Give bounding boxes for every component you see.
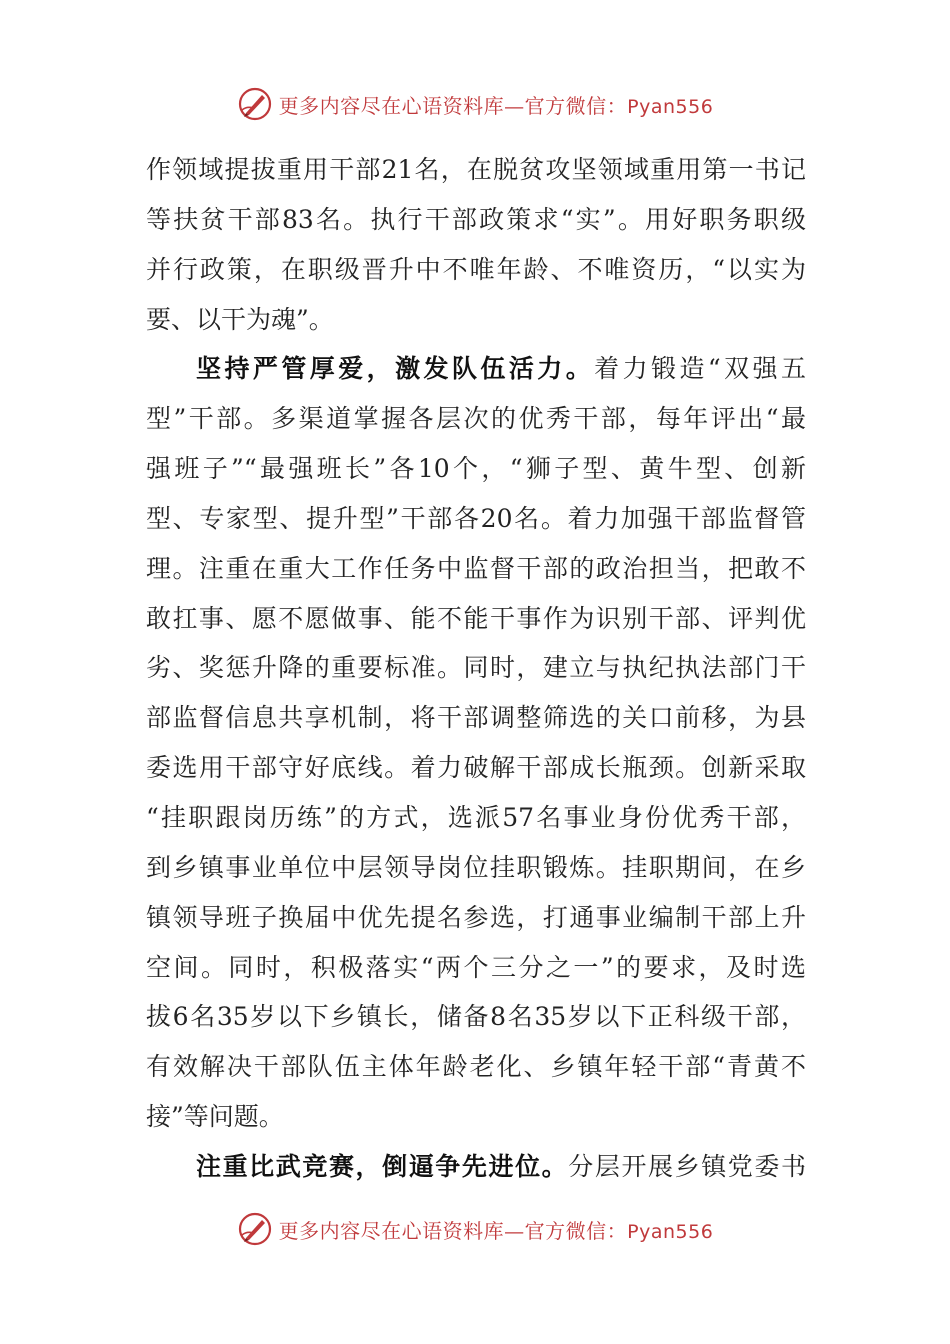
paragraph-start-line xyxy=(146,1142,806,1192)
text-line: 镇领导班子换届中优先提名参选，打通事业编制干部上升 xyxy=(146,902,806,932)
text-line: “挂职跟岗历练”的方式，选派57名事业身份优秀干部， xyxy=(146,802,806,832)
page-body-text xyxy=(146,145,806,1192)
text-line: 等扶贫干部83名。执行干部政策求“实”。用好职务职级 xyxy=(146,204,806,234)
watermark-text: 更多内容尽在心语资料库—官方微信： xyxy=(278,93,628,118)
watermark-wechat-id: Pyan556 xyxy=(627,95,714,118)
watermark-text: 更多内容尽在心语资料库—官方微信： xyxy=(278,1218,628,1243)
text-line: 要、以干为魂”。 xyxy=(146,304,334,334)
text-line: 接”等问题。 xyxy=(146,1102,284,1132)
bottom-watermark-banner xyxy=(0,1209,950,1249)
pen-circle-logo-icon xyxy=(237,1211,273,1247)
text-line: 型、专家型、提升型”干部各20名。着力加强干部监督管 xyxy=(146,503,806,533)
text-line: 部监督信息共享机制，将干部调整筛选的关口前移，为县 xyxy=(146,703,806,733)
text-line: 理。注重在重大工作任务中监督干部的政治担当，把敢不 xyxy=(146,553,806,583)
text-line: 劣、奖惩升降的重要标准。同时，建立与执纪执法部门干 xyxy=(146,653,806,683)
text-line: 委选用干部守好底线。着力破解干部成长瓶颈。创新采取 xyxy=(146,753,806,783)
pen-circle-logo-icon xyxy=(237,86,273,122)
text-line: 有效解决干部队伍主体年龄老化、乡镇年轻干部“青黄不 xyxy=(146,1052,806,1082)
paragraph-heading: 注重比武竞赛，倒逼争先进位。 xyxy=(196,1151,569,1181)
watermark-wechat-id: Pyan556 xyxy=(627,1220,714,1243)
text-line: 到乡镇事业单位中层领导岗位挂职锻炼。挂职期间，在乡 xyxy=(146,852,806,882)
text-line: 空间。同时，积极落实“两个三分之一”的要求，及时选 xyxy=(146,952,806,982)
text-line: 敢扛事、愿不愿做事、能不能干事作为识别干部、评判优 xyxy=(146,603,806,633)
text-line: 强班子”“最强班长”各10个，“狮子型、黄牛型、创新 xyxy=(146,454,806,484)
text-span: 着力锻造“双强五 xyxy=(594,354,806,384)
paragraph-heading: 坚持严管厚爱，激发队伍活力。 xyxy=(196,354,595,384)
text-line: 拔6名35岁以下乡镇长，储备8名35岁以下正科级干部， xyxy=(146,1002,806,1032)
top-watermark-banner xyxy=(0,84,950,124)
text-line: 型”干部。多渠道掌握各层次的优秀干部，每年评出“最 xyxy=(146,404,806,434)
text-span: 分层开展乡镇党委书 xyxy=(568,1151,806,1181)
text-line: 并行政策，在职级晋升中不唯年龄、不唯资历，“以实为 xyxy=(146,254,806,284)
text-line: 作领域提拔重用干部21名，在脱贫攻坚领域重用第一书记 xyxy=(146,155,806,184)
paragraph-start-line xyxy=(146,344,806,394)
